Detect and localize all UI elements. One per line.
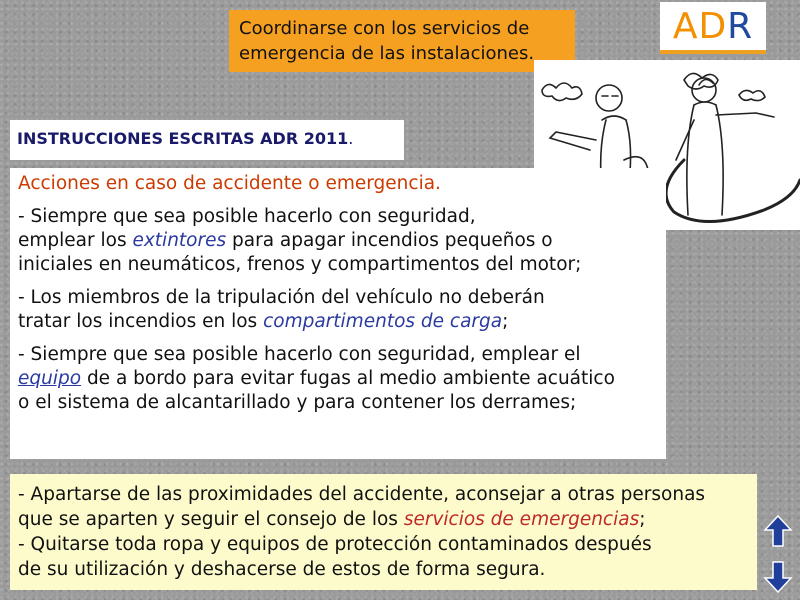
bottom-instructions-panel	[10, 474, 757, 590]
p3-line-c: o el sistema de alcantarillado y para contener los derrames;	[18, 392, 577, 413]
page-title	[10, 120, 404, 160]
p1-line-d: iniciales en neumáticos, frenos y compartimentos del motor;	[18, 254, 582, 275]
extintores-link[interactable]: extintores	[132, 230, 227, 251]
page-title-text: INSTRUCCIONES ESCRITAS ADR 2011	[17, 129, 349, 148]
bottom-line-2-b: ;	[639, 509, 646, 530]
p3-line-a: - Siempre que sea posible hacerlo con seguridad, emplear el	[18, 344, 581, 365]
instruction-paragraph-2	[18, 286, 658, 334]
page-title-dot: .	[348, 129, 354, 148]
slide-navigation	[762, 514, 794, 594]
p1-line-c: para apagar incendios pequeños o	[226, 230, 553, 251]
instruction-paragraph-1	[18, 205, 658, 277]
logo-text-r: R	[727, 5, 754, 47]
p1-line-a: - Siempre que sea posible hacerlo con seguridad,	[18, 206, 476, 227]
p2-line-b: tratar los incendios en los	[18, 311, 264, 332]
compartimentos-link[interactable]: compartimentos de carga	[263, 311, 503, 332]
arrow-up-icon[interactable]	[763, 514, 793, 548]
bottom-line-1: - Apartarse de las proximidades del accidente, aconsejar a otras personas	[18, 484, 706, 505]
p3-line-b: de a bordo para evitar fugas al medio ambiente acuático	[81, 368, 615, 389]
bottom-line-4: de su utilización y deshacerse de estos de forma segura.	[18, 559, 546, 580]
callout-line-1: Coordinarse con los servicios de	[239, 18, 530, 39]
bottom-line-2	[18, 507, 749, 532]
equipo-link[interactable]: equipo	[18, 368, 82, 389]
callout-line-2: emergencia de las instalaciones.	[239, 43, 535, 64]
servicios-emergencias-link[interactable]: servicios de emergencias	[403, 509, 640, 530]
instruction-paragraph-3	[18, 343, 658, 415]
p2-line-a: - Los miembros de la tripulación del vehículo no deberán	[18, 287, 545, 308]
logo-text-ad: AD	[672, 5, 728, 47]
bottom-line-3: - Quitarse toda ropa y equipos de protección contaminados después	[18, 534, 652, 555]
p1-line-b: emplear los	[18, 230, 133, 251]
adr-logo	[660, 2, 766, 54]
section-subtitle: Acciones en caso de accidente o emergencia.	[18, 173, 441, 194]
callout-box	[229, 10, 575, 72]
arrow-down-icon[interactable]	[763, 560, 793, 594]
bottom-line-2-a: que se aparten y seguir el consejo de los	[18, 509, 404, 530]
p2-line-c: ;	[502, 311, 509, 332]
instructions-panel	[10, 168, 666, 459]
